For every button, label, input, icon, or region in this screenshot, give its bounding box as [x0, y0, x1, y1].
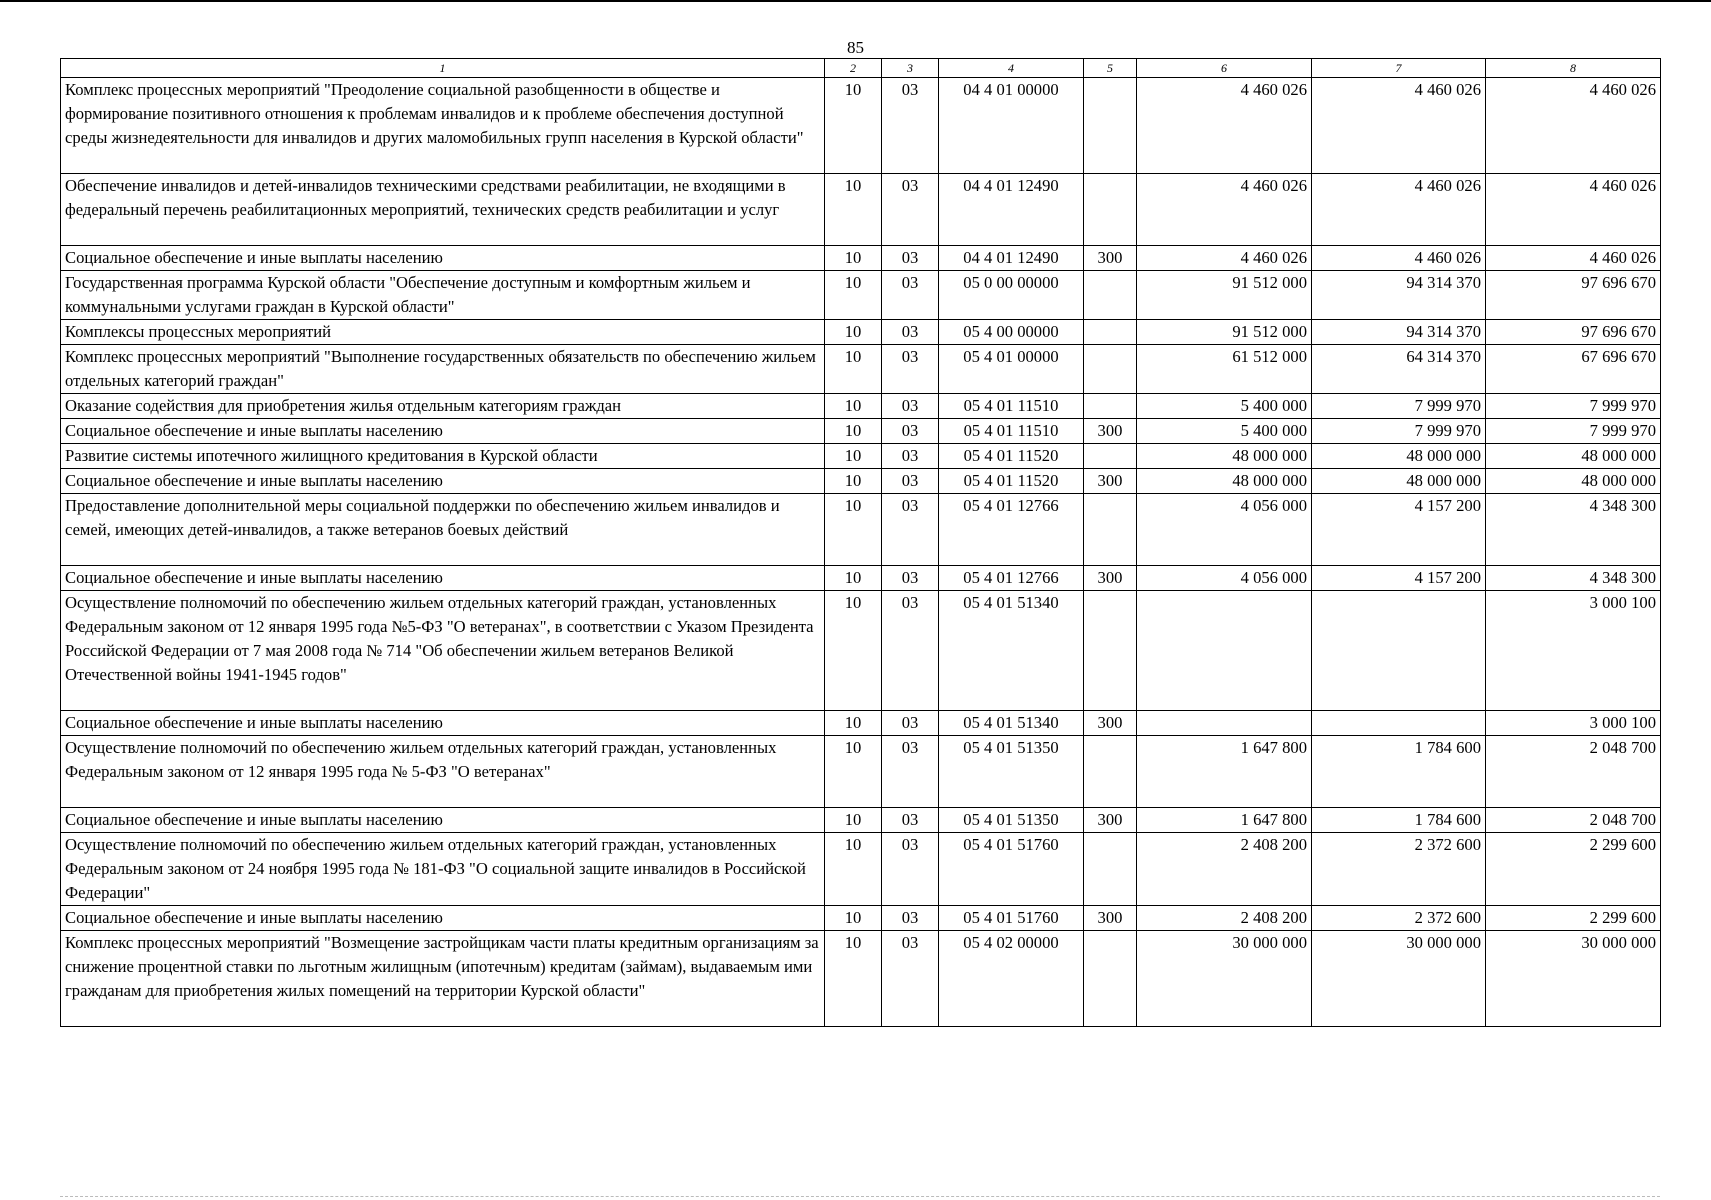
section-code-cell: 10 — [825, 711, 882, 736]
table-row — [61, 494, 1661, 566]
amount-2024-cell: 4 460 026 — [1137, 78, 1312, 174]
row-name-cell: Социальное обеспечение и иные выплаты населению — [61, 808, 825, 833]
row-name-cell: Комплекс процессных мероприятий "Возмещение застройщикам части платы кредитным организациям за снижение процентной ставки по льготным жилищным (ипотечным) кредитам (займам), выдаваемым ими гражданам для приобретения жилых помещений на территории Курской области" — [61, 931, 825, 1027]
table-row — [61, 906, 1661, 931]
table-row — [61, 345, 1661, 394]
amount-2024-cell: 4 056 000 — [1137, 494, 1312, 566]
amount-2025-cell: 1 784 600 — [1312, 808, 1486, 833]
table-row — [61, 444, 1661, 469]
header-col-1: 1 — [61, 59, 825, 78]
amount-2025-cell: 4 157 200 — [1312, 494, 1486, 566]
amount-2025-cell: 2 372 600 — [1312, 833, 1486, 906]
expense-type-cell: 300 — [1084, 711, 1137, 736]
target-article-cell: 05 4 01 12766 — [939, 566, 1084, 591]
amount-2026-cell: 4 348 300 — [1486, 494, 1661, 566]
row-name-cell: Развитие системы ипотечного жилищного кредитования в Курской области — [61, 444, 825, 469]
amount-2024-cell: 1 647 800 — [1137, 736, 1312, 808]
row-name-cell: Социальное обеспечение и иные выплаты населению — [61, 711, 825, 736]
amount-2026-cell: 67 696 670 — [1486, 345, 1661, 394]
amount-2026-cell: 4 460 026 — [1486, 174, 1661, 246]
table-row — [61, 419, 1661, 444]
amount-2026-cell: 7 999 970 — [1486, 394, 1661, 419]
section-code-cell: 10 — [825, 419, 882, 444]
header-row — [61, 59, 1661, 78]
amount-2026-cell: 48 000 000 — [1486, 444, 1661, 469]
amount-2025-cell: 4 460 026 — [1312, 246, 1486, 271]
table-row — [61, 174, 1661, 246]
target-article-cell: 05 4 01 51350 — [939, 736, 1084, 808]
amount-2024-cell: 30 000 000 — [1137, 931, 1312, 1027]
expense-type-cell — [1084, 271, 1137, 320]
section-code-cell: 10 — [825, 345, 882, 394]
section-code-cell: 10 — [825, 906, 882, 931]
row-name-cell: Социальное обеспечение и иные выплаты населению — [61, 246, 825, 271]
section-code-cell: 10 — [825, 808, 882, 833]
amount-2026-cell: 48 000 000 — [1486, 469, 1661, 494]
amount-2025-cell: 64 314 370 — [1312, 345, 1486, 394]
amount-2024-cell: 4 460 026 — [1137, 246, 1312, 271]
expense-type-cell — [1084, 320, 1137, 345]
amount-2026-cell: 4 460 026 — [1486, 246, 1661, 271]
section-code-cell: 10 — [825, 444, 882, 469]
table-row — [61, 711, 1661, 736]
section-code-cell: 10 — [825, 494, 882, 566]
table-row — [61, 394, 1661, 419]
row-name-cell: Комплексы процессных мероприятий — [61, 320, 825, 345]
expense-type-cell — [1084, 736, 1137, 808]
target-article-cell: 05 4 01 11510 — [939, 419, 1084, 444]
table-row — [61, 566, 1661, 591]
amount-2026-cell: 2 048 700 — [1486, 808, 1661, 833]
amount-2024-cell: 4 056 000 — [1137, 566, 1312, 591]
subsection-code-cell: 03 — [882, 906, 939, 931]
expense-type-cell: 300 — [1084, 566, 1137, 591]
amount-2025-cell: 2 372 600 — [1312, 906, 1486, 931]
header-col-2: 2 — [825, 59, 882, 78]
expense-type-cell: 300 — [1084, 808, 1137, 833]
subsection-code-cell: 03 — [882, 246, 939, 271]
subsection-code-cell: 03 — [882, 494, 939, 566]
row-name-cell: Осуществление полномочий по обеспечению жильем отдельных категорий граждан, установленных Федеральным законом от 24 ноября 1995 года № 181-ФЗ "О социальной защите инвалидов в Российской Федерации" — [61, 833, 825, 906]
amount-2024-cell: 5 400 000 — [1137, 419, 1312, 444]
subsection-code-cell: 03 — [882, 469, 939, 494]
table-row — [61, 808, 1661, 833]
expense-type-cell: 300 — [1084, 469, 1137, 494]
header-col-3: 3 — [882, 59, 939, 78]
budget-table — [60, 58, 1661, 1027]
expense-type-cell: 300 — [1084, 419, 1137, 444]
subsection-code-cell: 03 — [882, 736, 939, 808]
subsection-code-cell: 03 — [882, 931, 939, 1027]
expense-type-cell — [1084, 345, 1137, 394]
row-name-cell: Социальное обеспечение и иные выплаты населению — [61, 469, 825, 494]
row-name-cell: Осуществление полномочий по обеспечению жильем отдельных категорий граждан, установленных Федеральным законом от 12 января 1995 года № 5-ФЗ "О ветеранах" — [61, 736, 825, 808]
expense-type-cell — [1084, 591, 1137, 711]
page-number: 85 — [847, 38, 864, 57]
target-article-cell: 05 4 01 11520 — [939, 444, 1084, 469]
header-col-6: 6 — [1137, 59, 1312, 78]
amount-2025-cell: 94 314 370 — [1312, 320, 1486, 345]
row-name-cell: Социальное обеспечение и иные выплаты населению — [61, 906, 825, 931]
row-name-cell: Социальное обеспечение и иные выплаты населению — [61, 566, 825, 591]
amount-2025-cell — [1312, 591, 1486, 711]
row-name-cell: Обеспечение инвалидов и детей-инвалидов техническими средствами реабилитации, не входящими в федеральный перечень реабилитационных мероприятий, технических средств реабилитации и услуг — [61, 174, 825, 246]
row-name-cell: Государственная программа Курской области "Обеспечение доступным и комфортным жильем и коммунальными услугами граждан в Курской области" — [61, 271, 825, 320]
section-code-cell: 10 — [825, 736, 882, 808]
section-code-cell: 10 — [825, 394, 882, 419]
table-row — [61, 320, 1661, 345]
amount-2025-cell: 1 784 600 — [1312, 736, 1486, 808]
target-article-cell: 05 4 01 00000 — [939, 345, 1084, 394]
target-article-cell: 05 4 01 51760 — [939, 906, 1084, 931]
amount-2026-cell: 3 000 100 — [1486, 591, 1661, 711]
amount-2024-cell: 1 647 800 — [1137, 808, 1312, 833]
table-row — [61, 246, 1661, 271]
table-row — [61, 591, 1661, 711]
section-code-cell: 10 — [825, 591, 882, 711]
amount-2024-cell: 48 000 000 — [1137, 469, 1312, 494]
table-row — [61, 78, 1661, 174]
header-col-8: 8 — [1486, 59, 1661, 78]
amount-2025-cell: 7 999 970 — [1312, 419, 1486, 444]
header-col-7: 7 — [1312, 59, 1486, 78]
amount-2024-cell: 91 512 000 — [1137, 271, 1312, 320]
subsection-code-cell: 03 — [882, 174, 939, 246]
amount-2025-cell: 4 157 200 — [1312, 566, 1486, 591]
target-article-cell: 05 4 01 51350 — [939, 808, 1084, 833]
subsection-code-cell: 03 — [882, 591, 939, 711]
subsection-code-cell: 03 — [882, 566, 939, 591]
expense-type-cell: 300 — [1084, 246, 1137, 271]
target-article-cell: 05 4 01 11510 — [939, 394, 1084, 419]
amount-2024-cell: 61 512 000 — [1137, 345, 1312, 394]
expense-type-cell — [1084, 444, 1137, 469]
amount-2025-cell: 4 460 026 — [1312, 174, 1486, 246]
amount-2025-cell: 94 314 370 — [1312, 271, 1486, 320]
section-code-cell: 10 — [825, 271, 882, 320]
subsection-code-cell: 03 — [882, 320, 939, 345]
amount-2026-cell: 7 999 970 — [1486, 419, 1661, 444]
amount-2025-cell: 30 000 000 — [1312, 931, 1486, 1027]
row-name-cell: Осуществление полномочий по обеспечению жильем отдельных категорий граждан, установленных Федеральным законом от 12 января 1995 года №5-ФЗ "О ветеранах", в соответствии с Указом Президента Российской Федерации от 7 мая 2008 года № 714 "Об обеспечении жильем ветеранов Великой Отечественной войны 1941-1945 годов" — [61, 591, 825, 711]
amount-2025-cell: 48 000 000 — [1312, 444, 1486, 469]
bottom-edge-line — [60, 1196, 1660, 1198]
section-code-cell: 10 — [825, 833, 882, 906]
section-code-cell: 10 — [825, 320, 882, 345]
amount-2024-cell — [1137, 591, 1312, 711]
subsection-code-cell: 03 — [882, 271, 939, 320]
expense-type-cell: 300 — [1084, 906, 1137, 931]
amount-2026-cell: 2 299 600 — [1486, 833, 1661, 906]
amount-2026-cell: 97 696 670 — [1486, 271, 1661, 320]
expense-type-cell — [1084, 78, 1137, 174]
row-name-cell: Комплекс процессных мероприятий "Выполнение государственных обязательств по обеспечению жильем отдельных категорий граждан" — [61, 345, 825, 394]
table-row — [61, 931, 1661, 1027]
amount-2025-cell: 48 000 000 — [1312, 469, 1486, 494]
target-article-cell: 05 4 01 12766 — [939, 494, 1084, 566]
target-article-cell: 04 4 01 00000 — [939, 78, 1084, 174]
table-row — [61, 736, 1661, 808]
target-article-cell: 05 4 01 11520 — [939, 469, 1084, 494]
row-name-cell: Оказание содействия для приобретения жилья отдельным категориям граждан — [61, 394, 825, 419]
target-article-cell: 04 4 01 12490 — [939, 246, 1084, 271]
target-article-cell: 05 4 01 51760 — [939, 833, 1084, 906]
amount-2026-cell: 2 048 700 — [1486, 736, 1661, 808]
subsection-code-cell: 03 — [882, 711, 939, 736]
section-code-cell: 10 — [825, 246, 882, 271]
subsection-code-cell: 03 — [882, 78, 939, 174]
amount-2024-cell: 5 400 000 — [1137, 394, 1312, 419]
target-article-cell: 05 4 02 00000 — [939, 931, 1084, 1027]
table-row — [61, 469, 1661, 494]
amount-2026-cell: 2 299 600 — [1486, 906, 1661, 931]
target-article-cell: 04 4 01 12490 — [939, 174, 1084, 246]
amount-2026-cell: 3 000 100 — [1486, 711, 1661, 736]
subsection-code-cell: 03 — [882, 444, 939, 469]
expense-type-cell — [1084, 174, 1137, 246]
expense-type-cell — [1084, 394, 1137, 419]
section-code-cell: 10 — [825, 469, 882, 494]
amount-2026-cell: 4 460 026 — [1486, 78, 1661, 174]
amount-2024-cell: 2 408 200 — [1137, 833, 1312, 906]
expense-type-cell — [1084, 833, 1137, 906]
amount-2024-cell: 4 460 026 — [1137, 174, 1312, 246]
subsection-code-cell: 03 — [882, 833, 939, 906]
section-code-cell: 10 — [825, 931, 882, 1027]
section-code-cell: 10 — [825, 566, 882, 591]
row-name-cell: Комплекс процессных мероприятий "Преодоление социальной разобщенности в обществе и формирование позитивного отношения к проблемам инвалидов и к проблеме обеспечения доступной среды жизнедеятельности для инвалидов и других маломобильных групп населения в Курской области" — [61, 78, 825, 174]
subsection-code-cell: 03 — [882, 419, 939, 444]
amount-2026-cell: 97 696 670 — [1486, 320, 1661, 345]
amount-2024-cell: 2 408 200 — [1137, 906, 1312, 931]
amount-2026-cell: 30 000 000 — [1486, 931, 1661, 1027]
expense-type-cell — [1084, 494, 1137, 566]
subsection-code-cell: 03 — [882, 345, 939, 394]
subsection-code-cell: 03 — [882, 394, 939, 419]
row-name-cell: Социальное обеспечение и иные выплаты населению — [61, 419, 825, 444]
header-col-5: 5 — [1084, 59, 1137, 78]
table-row — [61, 833, 1661, 906]
table-row — [61, 271, 1661, 320]
amount-2025-cell: 4 460 026 — [1312, 78, 1486, 174]
amount-2025-cell: 7 999 970 — [1312, 394, 1486, 419]
target-article-cell: 05 4 01 51340 — [939, 591, 1084, 711]
row-name-cell: Предоставление дополнительной меры социальной поддержки по обеспечению жильем инвалидов и семей, имеющих детей-инвалидов, а также ветеранов боевых действий — [61, 494, 825, 566]
amount-2024-cell: 91 512 000 — [1137, 320, 1312, 345]
amount-2024-cell: 48 000 000 — [1137, 444, 1312, 469]
section-code-cell: 10 — [825, 174, 882, 246]
subsection-code-cell: 03 — [882, 808, 939, 833]
amount-2025-cell — [1312, 711, 1486, 736]
target-article-cell: 05 4 00 00000 — [939, 320, 1084, 345]
section-code-cell: 10 — [825, 78, 882, 174]
expense-type-cell — [1084, 931, 1137, 1027]
top-border-line — [0, 0, 1711, 2]
target-article-cell: 05 4 01 51340 — [939, 711, 1084, 736]
target-article-cell: 05 0 00 00000 — [939, 271, 1084, 320]
amount-2024-cell — [1137, 711, 1312, 736]
amount-2026-cell: 4 348 300 — [1486, 566, 1661, 591]
header-col-4: 4 — [939, 59, 1084, 78]
